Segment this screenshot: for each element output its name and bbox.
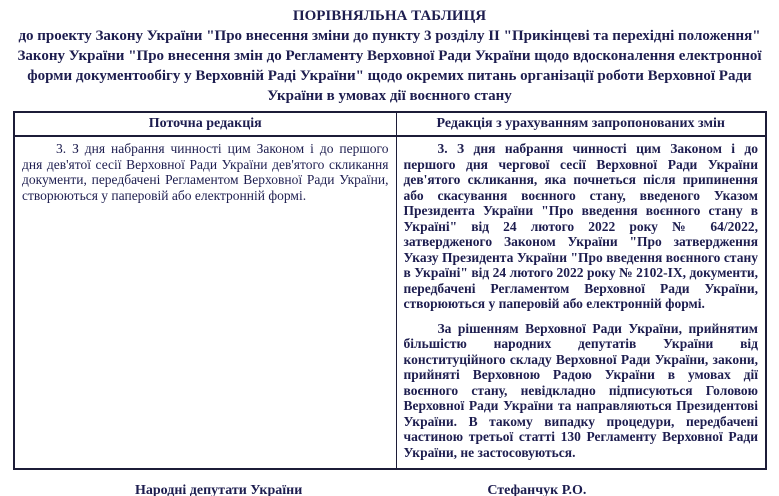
signatory-name: Стефанчук Р.О.: [487, 483, 587, 496]
table-body-row: [14, 136, 766, 469]
cell-proposed-edition: [396, 136, 766, 469]
current-edition-paragraph: 3. З дня набрання чинності цим Законом і до першого дня дев'ятої сесії Верховної Ради України дев'ятого скликання документи, передбачені Регламентом Верховної Ради України, створюються у паперовій або електронній формі.: [22, 141, 389, 203]
proposed-edition-paragraph-2: За рішенням Верховної Ради України, прийнятим більшістю народних депутатів України від конституційного складу Верховної Ради України, закони, прийняті Верховною Радою України в умовах дії воєнного стану, невідкладно підписуються Головою Верховної Ради України та направляються Президентові України. В такому випадку процедури, передбачені частиною третьої статті 130 Регламенту Верховної Ради України, не застосовуються.: [403, 320, 758, 460]
column-header-proposed-edition: Редакція з урахуванням запропонованих змін: [396, 112, 766, 136]
document-subtitle: до проекту Закону України "Про внесення зміни до пункту 3 розділу II "Прикінцеві та перехідні положення" Закону України "Про внесення змін до Регламенту Верховної Ради України щодо вдосконалення електронної форми документообігу у Верховній Раді України" щодо окремих питань організації роботи Верховної Ради України в умовах дії воєнного стану: [17, 28, 762, 104]
document-title: ПОРІВНЯЛЬНА ТАБЛИЦЯ: [292, 8, 487, 24]
signatory-role: Народні депутати України: [135, 483, 303, 496]
column-header-current-edition: Поточна редакція: [14, 112, 396, 136]
signature-row: [0, 482, 779, 496]
proposed-edition-paragraph-1: 3. З дня набрання чинності цим Законом і до першого дня чергової сесії Верховної Ради України дев'ятого скликання, яка почнеться після припинення або скасування воєнного стану, введеного Указом Президента України "Про введення воєнного стану в Україні" від 24 лютого 2022 року № 64/2022, затвердженого Законом України "Про затвердження Указу Президента України "Про введення воєнного стану в Україні" від 24 лютого 2022 року № 2102-IX, документи, передбачені Регламентом Верховної Ради України, створюються у паперовій або електронній формі.: [403, 141, 758, 311]
cell-current-edition: [14, 136, 396, 469]
comparison-table: [13, 111, 767, 470]
table-header-row: [14, 112, 766, 136]
